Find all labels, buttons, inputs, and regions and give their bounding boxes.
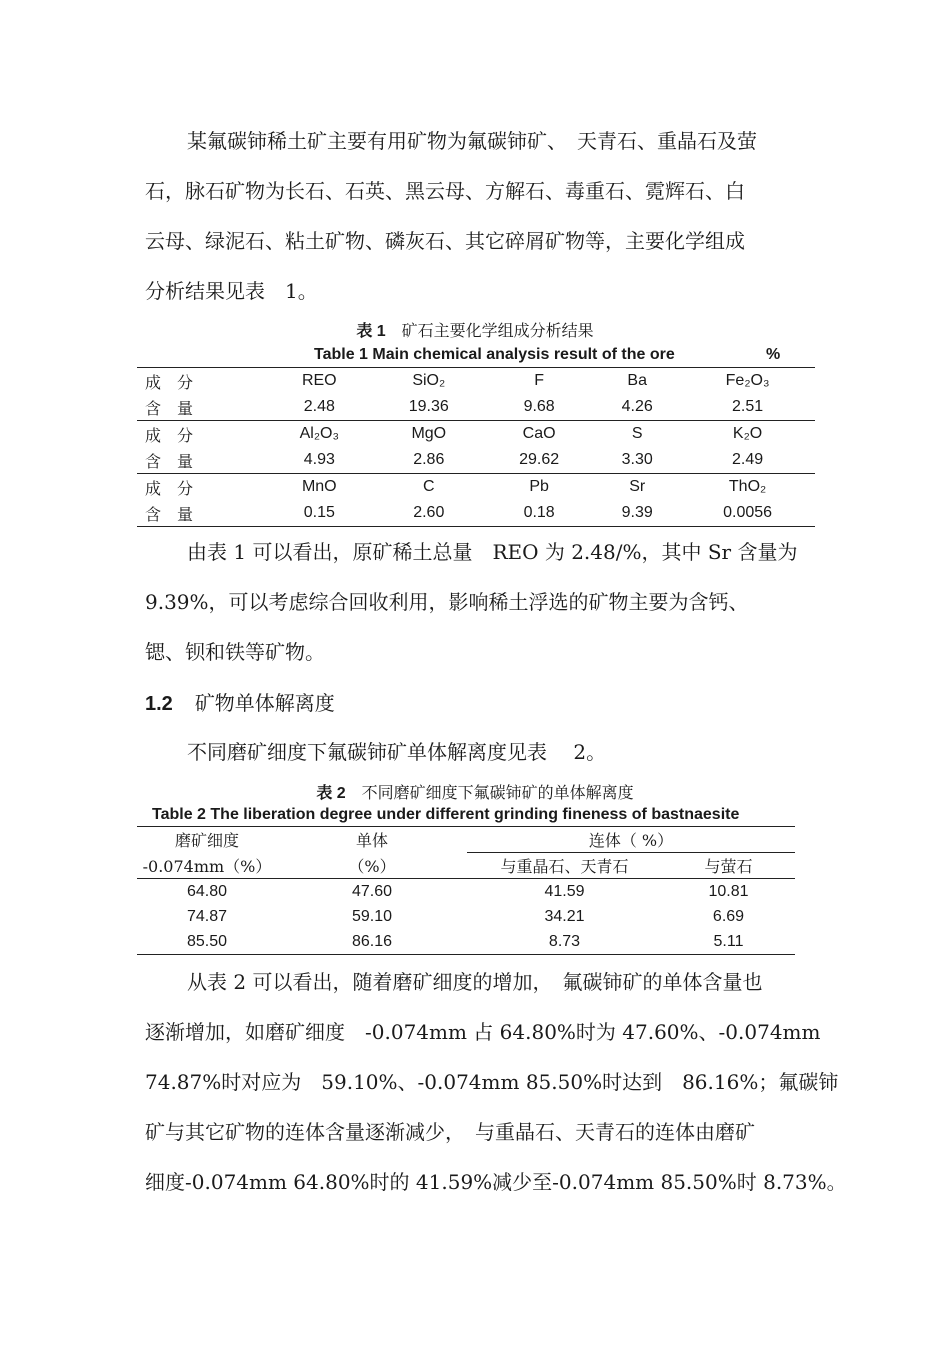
table2-cell: 64.80 — [186, 882, 228, 900]
table1-component-cell: SiO₂ — [412, 372, 446, 389]
table1-value-cell: 29.62 — [484, 447, 594, 474]
table1-unit: % — [766, 346, 781, 363]
table1-number: 表 1 — [356, 323, 386, 340]
table1-value-cell: 0.0056 — [723, 504, 773, 521]
table1-component-cell: K₂O — [680, 421, 815, 448]
chemical-analysis-table — [137, 367, 815, 527]
row-label: 成 分 — [137, 421, 265, 448]
table1-component-cell: MgO — [374, 421, 484, 448]
table2-cell: 59.10 — [351, 907, 393, 925]
table1-value-cell: 9.68 — [484, 394, 594, 421]
paragraph-line: 9.39%，可以考虑综合回收利用，影响稀土浮选的矿物主要为含钙、 — [145, 590, 749, 614]
paragraph-line: 由表 1 可以看出，原矿稀土总量 REO 为 2.48/%，其中 Sr 含量为 — [187, 540, 798, 564]
table1-body — [137, 368, 815, 527]
paragraph-line: 从表 2 可以看出，随着磨矿细度的增加， 氟碳铈矿的单体含量也 — [187, 970, 763, 994]
header-with-fluorite: 与萤石 — [662, 853, 795, 879]
header-monomer: 单体 — [355, 831, 388, 851]
header-intergrowth: 连体（ %） — [467, 827, 795, 853]
header-with-barite-celestite: 与重晶石、天青石 — [467, 853, 662, 879]
table1-caption-en: Table 1 Main chemical analysis result of the ore — [314, 346, 675, 363]
table2-cell: 8.73 — [548, 932, 581, 950]
table1-component-row — [137, 421, 815, 448]
table2-header-row — [137, 827, 795, 853]
table1-value-cell: 0.15 — [303, 504, 335, 521]
table1-component-row — [137, 368, 815, 395]
table1-value-row — [137, 394, 815, 421]
table2-cell: 74.87 — [186, 907, 228, 925]
row-label: 成 分 — [145, 372, 194, 392]
table2-cell: 86.16 — [351, 932, 393, 950]
table1-component-cell: F — [534, 372, 545, 389]
table1-value-cell: 9.39 — [621, 504, 653, 521]
table1-component-cell: REO — [301, 372, 337, 389]
table1-value-row — [137, 447, 815, 474]
paragraph-line: 锶、钡和铁等矿物。 — [145, 640, 325, 664]
paragraph-ore-description — [145, 116, 815, 316]
table1-component-cell: Sr — [594, 474, 680, 501]
table1-value-cell: 2.60 — [413, 504, 445, 521]
table1-title-cn: 矿石主要化学组成分析结果 — [401, 321, 594, 340]
table1-component-cell: Al₂O₃ — [265, 421, 374, 448]
table1-value-cell: 0.18 — [523, 504, 555, 521]
table2-number: 表 2 — [316, 785, 346, 802]
paragraph-line: 分析结果见表 1。 — [145, 279, 318, 303]
table1-component-cell: Fe₂O₃ — [725, 372, 770, 389]
paragraph-analysis-result — [145, 527, 815, 677]
section-title: 矿物单体解离度 — [194, 691, 335, 715]
paragraph-line: 云母、绿泥石、粘土矿物、磷灰石、其它碎屑矿物等，主要化学组成 — [145, 229, 745, 253]
table2-subheader-row — [137, 853, 795, 879]
liberation-degree-table — [137, 826, 795, 955]
header-monomer-unit: （%） — [277, 853, 467, 879]
row-label: 含 量 — [137, 394, 265, 421]
table1-value-row — [137, 500, 815, 527]
paragraph-table2-intro — [145, 727, 815, 777]
table1-value-cell: 4.93 — [265, 447, 374, 474]
table2-cell: 85.50 — [186, 932, 228, 950]
table2-cell: 6.69 — [712, 907, 745, 925]
paragraph-line: 不同磨矿细度下氟碳铈矿单体解离度见表 2。 — [187, 740, 607, 764]
table1-component-cell: S — [594, 421, 680, 448]
table1-value-cell: 4.26 — [594, 394, 680, 421]
table1-caption-cn — [0, 318, 950, 341]
table1-component-cell: Pb — [484, 474, 594, 501]
row-label: 含 量 — [145, 504, 194, 524]
table1-value-cell: 2.86 — [374, 447, 484, 474]
table2-cell: 41.59 — [544, 882, 585, 900]
table1-value-cell: 2.51 — [680, 394, 815, 421]
table2-cell: 10.81 — [708, 882, 749, 900]
table2-cell: 5.11 — [713, 932, 744, 950]
table1-value-cell: 3.30 — [594, 447, 680, 474]
paragraph-line: 逐渐增加，如磨矿细度 -0.074mm 占 64.80%时为 47.60%、-0.074mm — [145, 1020, 821, 1044]
paragraph-line: 细度-0.074mm 64.80%时的 41.59%减少至-0.074mm 85.50%时 8.73%。 — [145, 1170, 847, 1194]
table2-cell: 34.21 — [544, 907, 585, 925]
paragraph-line: 矿与其它矿物的连体含量逐渐减少， 与重晶石、天青石的连体由磨矿 — [145, 1120, 755, 1144]
table1-value-cell: 2.48 — [265, 394, 374, 421]
table-row — [137, 879, 795, 905]
section-heading — [145, 686, 335, 721]
header-grinding-fineness: 磨矿细度 — [174, 831, 239, 851]
table-row — [137, 904, 795, 929]
paragraph-line: 某氟碳铈稀土矿主要有用矿物为氟碳铈矿、 天青石、重晶石及萤 — [187, 129, 757, 153]
table2-caption-en: Table 2 The liberation degree under different grinding fineness of bastnaesite — [152, 806, 740, 823]
table1-component-row — [137, 474, 815, 501]
table1-component-cell: ThO₂ — [680, 474, 815, 501]
table2-body — [137, 879, 795, 955]
paragraph-liberation-discussion — [145, 957, 847, 1207]
table1-component-cell: MnO — [265, 474, 374, 501]
table2-title-cn: 不同磨矿细度下氟碳铈矿的单体解离度 — [361, 783, 634, 802]
table2-caption-cn — [0, 780, 950, 803]
paragraph-line: 74.87%时对应为 59.10%、-0.074mm 85.50%时达到 86.16%；氟碳铈 — [145, 1070, 839, 1094]
table-row — [137, 929, 795, 955]
table1-value-cell: 19.36 — [374, 394, 484, 421]
table1-value-cell: 2.49 — [680, 447, 815, 474]
table2-cell: 47.60 — [351, 882, 393, 900]
section-number: 1.2 — [145, 693, 173, 715]
row-label: 成 分 — [137, 474, 265, 501]
table1-component-cell: C — [374, 474, 484, 501]
paragraph-line: 石，脉石矿物为长石、石英、黑云母、方解石、毒重石、霓辉石、白 — [145, 179, 745, 203]
row-label: 含 量 — [137, 447, 265, 474]
table1-component-cell: CaO — [484, 421, 594, 448]
table1-component-cell: Ba — [627, 372, 647, 389]
header-grinding-unit: -0.074mm（%） — [137, 853, 277, 879]
